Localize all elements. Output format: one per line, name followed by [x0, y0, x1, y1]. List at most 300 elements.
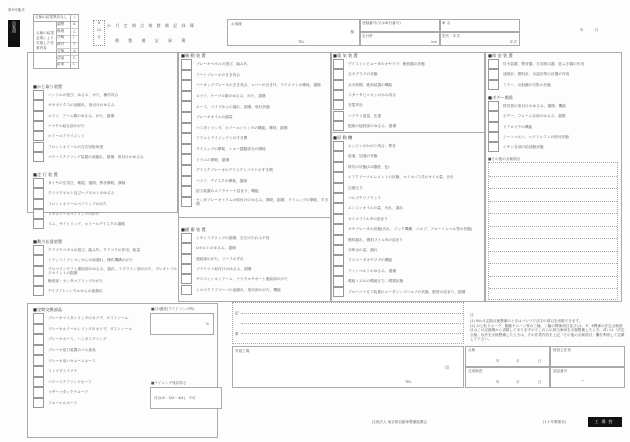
item-label: 連結部のがた、リーフのずれ [196, 256, 244, 261]
item-label: オイルフイルタの詰まり [348, 216, 388, 221]
item-label: ブレーキホース、ハンガスプリング [48, 337, 107, 342]
shop-seal: 印 [445, 365, 449, 370]
electrical-item [333, 100, 483, 110]
check-box[interactable] [33, 345, 44, 356]
running-item [33, 178, 178, 188]
check-box[interactable] [488, 122, 499, 132]
brake-item [181, 197, 329, 208]
check-box[interactable] [33, 398, 44, 409]
chief-label: 検査主任者 [553, 348, 571, 352]
item-label: パツド、デイスクの摩耗、損傷 [196, 178, 247, 183]
parts-item [33, 355, 153, 366]
check-box[interactable] [333, 172, 344, 182]
co-title: ■CO濃度(アイドリング時) [151, 307, 195, 311]
check-box[interactable] [181, 123, 192, 134]
cert-field[interactable] [550, 367, 625, 388]
steering-title: ■かじ取り装置 [33, 84, 63, 89]
check-box[interactable] [333, 287, 344, 297]
item-label: リザーバタンクチユーブ [48, 390, 88, 395]
cert-label: 認証番号 [553, 369, 568, 373]
car-name-label: 車 名 [442, 21, 451, 25]
engine-title: ■原 動 機 [333, 135, 353, 140]
item-label: ラジエータキヤツプの機能 [348, 258, 393, 263]
body-title: ■ボデー関係 [488, 95, 513, 100]
check-box[interactable] [181, 176, 192, 187]
item-label: 排気管の取付けのゆるみ、損傷、機能 [503, 104, 566, 109]
check-box[interactable] [181, 101, 192, 112]
suspension-title: ■緩 衝 装 置 [181, 227, 206, 232]
check-box[interactable] [333, 90, 344, 100]
item-label: ブレーキ倍力装置のゴム部品 [48, 347, 96, 352]
engine-item [333, 235, 483, 245]
check-box[interactable] [181, 254, 192, 264]
item-label: Uボルトのゆるみ、損傷 [196, 246, 236, 251]
check-box[interactable] [33, 377, 44, 388]
check-box[interactable] [333, 255, 344, 265]
comp-year: 年 [496, 380, 500, 384]
item-label: ホイールアライメント [48, 134, 85, 139]
safety-title: ■保 安 装 置 [488, 53, 513, 58]
reg-number-field[interactable] [360, 19, 440, 32]
customer-tel: TEL [298, 40, 305, 44]
parts-item [33, 387, 153, 398]
check-box[interactable] [488, 80, 499, 90]
item-label: 点火プラグの状態 [348, 72, 378, 77]
running-item [33, 219, 178, 229]
item-label: ロツド、アーム類のゆるみ、がた、損傷 [48, 113, 115, 118]
item-label: エンジンオイルの量、汚れ、漏れ [348, 206, 404, 211]
shop-field[interactable] [232, 346, 464, 388]
check-box[interactable] [181, 144, 192, 155]
item-label: シヤシスプリングの損傷、左右のたわみ不同 [196, 236, 270, 241]
co-unit: % [205, 322, 209, 326]
item-label: ホース、パイプからの漏れ、損傷、取付状態 [196, 104, 270, 109]
item-label: トランスミツシヨンからの油漏れ、操作機構のがた [48, 258, 133, 263]
check-box[interactable] [333, 111, 344, 121]
check-box[interactable] [33, 131, 44, 141]
legend-item-label: 調整 [57, 22, 65, 26]
remarks-area[interactable] [232, 302, 464, 344]
check-box[interactable] [181, 59, 192, 70]
item-label: フロントホイールの左右回転角度 [48, 144, 104, 149]
inspection-date-field[interactable] [465, 346, 550, 367]
brake-item [181, 59, 329, 70]
item-label: ブラケツト取付けのゆるみ、損傷 [196, 266, 252, 271]
lining-value: 可(2/4・3/4・4/4)、不可 [154, 396, 196, 400]
check-box[interactable] [333, 193, 344, 203]
running-item [33, 188, 178, 198]
footer-retention: (1ケ年間保存) [543, 420, 567, 424]
check-box[interactable] [33, 266, 44, 276]
check-box[interactable] [333, 69, 344, 79]
item-label: クリツプボルト及びハブボルトのゆるみ [48, 191, 115, 196]
other-items-area[interactable] [488, 162, 618, 300]
factory-copy-badge: 工場控 [588, 417, 622, 427]
check-box[interactable] [488, 101, 499, 111]
model-label: 型式・年式 [442, 34, 460, 38]
lining-field[interactable] [150, 387, 222, 409]
legend-item-label: 給油 [57, 62, 65, 67]
item-label: ブレーキオイルの漏量 [196, 115, 233, 120]
electrical-item [333, 121, 483, 131]
jikayo-badge [8, 20, 20, 47]
item-label: シヤシ各部の給油脂状態 [503, 145, 544, 150]
check-box[interactable] [488, 142, 499, 152]
notes-title: 注 [470, 313, 474, 317]
electrical-item [333, 90, 483, 100]
item-label: ブレーキ用バキユームホース [48, 358, 96, 363]
check-box[interactable] [33, 313, 44, 324]
item-label: ブレーキペダルの遊び、踏み代 [196, 62, 248, 67]
item-label: エアクリーナエレメントの状態、オイルバス式のオイル量、汚れ [348, 175, 454, 180]
power-item [33, 245, 178, 255]
suspension-item [181, 233, 329, 243]
steering-item [33, 100, 178, 110]
check-box[interactable] [333, 224, 344, 234]
shop-label: 実施工場 [235, 349, 250, 353]
brake-item [181, 186, 329, 197]
record-date: 年 月 [580, 28, 599, 32]
item-label: パーキングブレーキのきき具合、レバーの引き代、ラチエツトの摩耗、損傷 [196, 83, 321, 88]
legend-item-label: 修理 [57, 28, 65, 33]
check-box[interactable] [33, 366, 44, 377]
item-label: デイフアレンシヤルからの油漏れ [48, 289, 103, 294]
item-label: スタータピニオンのかみ具合 [348, 92, 396, 97]
engine-item [333, 162, 483, 172]
legend-item-label: 清掃 [57, 55, 65, 60]
item-label: エンジンのかかり具合、異音 [348, 144, 396, 149]
item-label: タイヤの空気圧、亀裂、損傷、異状摩耗、溝柚 [48, 181, 126, 186]
running-item [33, 209, 178, 219]
brake-item [181, 133, 329, 144]
legend-item-label: 交換 [57, 48, 65, 53]
check-box[interactable] [33, 199, 44, 209]
check-box[interactable] [181, 133, 192, 144]
check-box[interactable] [181, 243, 192, 253]
item-label: 速度計、燃料計、水温計等の計器の作用 [503, 72, 570, 77]
check-box[interactable] [488, 132, 499, 142]
period-box [93, 20, 105, 46]
item-label: フートブレーキのきき具合 [196, 72, 240, 77]
check-box[interactable] [333, 59, 344, 69]
check-box[interactable] [33, 152, 44, 162]
car-name-field[interactable] [440, 19, 520, 32]
brake-item [181, 154, 329, 165]
check-box[interactable] [33, 387, 44, 398]
insp-year: 年 [496, 359, 500, 363]
check-box[interactable] [33, 334, 44, 345]
check-box[interactable] [33, 90, 44, 100]
body-item [488, 101, 620, 111]
mileage-field[interactable] [360, 32, 440, 46]
check-box[interactable] [333, 151, 344, 161]
check-box[interactable] [333, 245, 344, 255]
item-label: 燃料漏れ、燃料フイルタの詰まり [348, 237, 404, 242]
safety-item [488, 80, 620, 90]
brake-item [181, 123, 329, 134]
legend-title-mark: レ [73, 15, 77, 19]
steering-item [33, 121, 178, 131]
steering-item [33, 152, 178, 162]
brake-item [181, 101, 329, 112]
power-title: ■動力伝達装置 [33, 239, 63, 244]
item-label: キヤブレータの状態(汚れ、リンク機構、バルブ、フロートレベル等の状態) [348, 227, 473, 232]
check-box[interactable] [181, 112, 192, 123]
legend-item-mark: L [73, 62, 76, 67]
check-box[interactable] [333, 276, 344, 286]
engine-item [333, 245, 483, 255]
item-label: バルブクリアランス [348, 196, 381, 201]
check-box[interactable] [33, 276, 44, 286]
check-box[interactable] [33, 324, 44, 335]
model-unit: 年式 [509, 40, 517, 44]
customer-suffix: 様 [350, 30, 354, 34]
check-box[interactable] [33, 111, 44, 121]
item-label: ファンベルトのゆるみ、損傷 [348, 268, 397, 273]
brake-item [181, 144, 329, 155]
safety-item [488, 59, 620, 69]
customer-field[interactable] [227, 19, 360, 46]
engine-item [333, 172, 483, 182]
check-box[interactable] [33, 209, 44, 219]
item-label: 倍力装置のエアクリーナ詰まり、機能 [196, 189, 259, 194]
item-label: ミラー、反射鏡の写影の状態 [503, 82, 551, 87]
check-box[interactable] [181, 154, 192, 165]
check-box[interactable] [33, 178, 44, 188]
item-label: バツテリ液量、比重 [348, 113, 382, 118]
body-item [488, 132, 620, 142]
check-box[interactable] [333, 80, 344, 90]
lining-title: ■ライニング残存厚さ [151, 381, 187, 385]
mileage-unit: km [431, 40, 437, 44]
steering-item [33, 142, 178, 152]
engine-item [333, 193, 483, 203]
engine-item [333, 203, 483, 213]
legend-title: 点検の結果異状なし [35, 15, 68, 19]
power-item [33, 286, 178, 296]
engine-item [333, 183, 483, 193]
item-label: センタブレーキドラムの取付けのゆるみ、摩耗、損傷、ライニングの摩耗、すき間 [196, 197, 329, 207]
steering-item [33, 131, 178, 141]
running-title: ■走 行 装 置 [33, 172, 58, 177]
check-box[interactable] [33, 188, 44, 198]
engine-item [333, 214, 483, 224]
check-box[interactable] [181, 233, 192, 243]
item-label: クラツチペダルの遊び、踏み代、クラツチの作用、政量 [48, 248, 141, 253]
brake-item [181, 112, 329, 123]
electrical-item [333, 59, 483, 69]
suspension-item [181, 264, 329, 274]
item-label: シヨツクアブソーバの油漏れ、取付部のがた、機能 [196, 287, 281, 292]
shop-tel: TEL [405, 380, 412, 384]
model-year-field[interactable] [440, 32, 520, 46]
legend-item-mark: \ [73, 35, 75, 40]
parts-item [33, 324, 153, 335]
check-box[interactable] [333, 183, 344, 193]
insp-day: 日 [538, 359, 542, 363]
footer-org: 社団法人 東京都自動車整備振興会 [372, 420, 428, 424]
parts-item [33, 377, 153, 388]
check-box[interactable] [333, 121, 344, 131]
legend-item-mark: C [73, 55, 76, 60]
item-label: 点火時期、進角装置の機能 [348, 82, 393, 87]
customer-label: お客様 [231, 22, 242, 26]
item-label: ストツプスイツチ [48, 369, 78, 374]
check-box[interactable] [488, 111, 499, 121]
comp-month: 月 [516, 380, 520, 384]
item-label: サスペンシヨンアーム、ナツクルサポート連結部のがた [196, 277, 288, 282]
item-label: リヤホイールベアリングのがた [48, 211, 100, 216]
power-item [33, 276, 178, 286]
check-box[interactable] [33, 100, 44, 110]
suspension-item [181, 274, 329, 284]
parts-item [33, 345, 153, 356]
check-box[interactable] [333, 266, 344, 276]
note-2: (2) かじ取りホーク、駆動チエーン等の三輪、二輪の関係項目並びにL、P、6関係の法定点検項目はこの記録簿から省略してありますのでこれらの該当車両を点検整備したとき、或いは「法定点検」以外を点検整備したときは、その作業内容を上記「その他の点検項目」欄を利用して記載して下さい。 [470, 323, 625, 342]
chief-field[interactable] [550, 346, 625, 367]
body-item [488, 122, 620, 132]
check-box[interactable] [333, 214, 344, 224]
remarks-label-bottom: 事 [235, 332, 239, 336]
item-label: ギヤボツクスの油漏れ、取付けのゆるみ [48, 103, 115, 108]
check-box[interactable] [181, 285, 192, 295]
legend-side-label: 点検の結果必要により実施した作業内容 [36, 31, 54, 50]
item-label: ブレーキマスタシリンダのカツプ、ダストシール [48, 316, 129, 321]
check-box[interactable] [333, 235, 344, 245]
item-label: ロツド、ケーブル類のゆるみ、がた、損傷 [196, 93, 266, 98]
check-box[interactable] [181, 165, 192, 176]
item-label: 排気の状態(CO濃度、色) [348, 164, 390, 169]
item-label: シートベルト、ヘツドレストの取付状態 [503, 134, 569, 139]
inspection-date-label: 点検 [468, 348, 476, 352]
item-label: 噴射ノズルの噴射圧力、噴霧状態 [348, 279, 404, 284]
check-box[interactable] [333, 162, 344, 172]
running-item [33, 199, 178, 209]
item-label: ドラムとライニングとのすき間 [196, 136, 248, 141]
check-box[interactable] [333, 141, 344, 151]
check-box[interactable] [488, 59, 499, 69]
item-label: ブレーキホイールシリンダのカツプ、ダストシール [48, 326, 132, 331]
note-1: (1) 6か月定期点検整備のときはゴジツク活字の項目を省略できます。 [470, 319, 583, 323]
suspension-item [181, 285, 329, 295]
legend-item-label: 締付 [57, 42, 65, 47]
item-label: パワーステアリング装置の油漏れ、損傷、取付けのゆるみ [48, 154, 144, 159]
check-box[interactable] [181, 197, 192, 208]
engine-item [333, 151, 483, 161]
check-box[interactable] [181, 274, 192, 284]
brake-item [181, 70, 329, 81]
check-box[interactable] [488, 69, 499, 79]
electrical-item [333, 80, 483, 90]
brake-item [181, 80, 329, 91]
parts-item [33, 398, 153, 409]
other-items-title: ■その他の点検項目 [488, 157, 521, 161]
check-box[interactable] [181, 91, 192, 102]
power-item [33, 255, 178, 265]
item-label: 配線の接続部のゆるみ、損傷 [348, 123, 397, 128]
check-box[interactable] [33, 219, 44, 229]
item-label: フユーエルホース [48, 400, 78, 405]
title-line1: か 月 定 期 点 検 整 備 記 録 簿 [107, 23, 196, 28]
engine-item [333, 224, 483, 234]
check-box[interactable] [181, 80, 192, 91]
suspension-item [181, 254, 329, 264]
item-label: 軸受部・センタベアリングのがた [48, 278, 103, 283]
check-box[interactable] [33, 245, 44, 255]
item-label: ドアロツクの機能 [503, 124, 533, 129]
item-label: 灯火装置、警音器、方向指示器、窓ふき器の作用 [503, 62, 585, 67]
check-box[interactable] [33, 142, 44, 152]
item-label: 充電作用 [348, 103, 363, 108]
item-label: デイストリビユータのキヤツプ、断続器の状態 [348, 62, 425, 67]
check-box[interactable] [33, 121, 44, 131]
brake-item [181, 165, 329, 176]
engine-item [333, 141, 483, 151]
insp-month: 月 [516, 359, 520, 363]
item-label: フロントホイールベアリングのがた [48, 201, 107, 206]
item-label: マスタシリンダ、ホイールシリンダの機能、摩耗、損傷 [196, 125, 288, 130]
legend-item-mark: × [73, 48, 77, 53]
mileage-label: 走行粁 [362, 34, 373, 38]
parts-title: ■定期交換部品 [33, 307, 63, 312]
engine-item [333, 287, 483, 297]
reg-label: 登録番号(又は車台番号) [362, 21, 401, 25]
check-box[interactable] [181, 186, 192, 197]
comp-day: 日 [538, 380, 542, 384]
check-box[interactable] [333, 203, 344, 213]
brake-item [181, 91, 329, 102]
power-item [33, 266, 178, 276]
body-item [488, 142, 620, 152]
electrical-item [333, 69, 483, 79]
completed-field[interactable] [465, 367, 550, 388]
check-box[interactable] [181, 70, 192, 81]
item-label: ナツクル結合部のがた [48, 123, 85, 128]
check-box[interactable] [333, 100, 344, 110]
engine-item [333, 255, 483, 265]
cert-dash: — [581, 378, 585, 382]
period-b: 12 [96, 28, 102, 32]
completed-label: 完成検査 [468, 369, 483, 373]
suspension-item [181, 243, 329, 253]
check-box[interactable] [181, 264, 192, 274]
item-label: パワーステアリングホース [48, 379, 92, 384]
parts-item [33, 313, 153, 324]
item-label: リム、サイドリング、ホイールデイスクの損傷 [48, 222, 125, 227]
item-label: ハンドルの遊び、ゆるみ、がた、操作具合 [48, 93, 119, 98]
item-label: ライニングの摩耗、シユー摺動部分の摩耗 [196, 146, 266, 151]
check-box[interactable] [33, 286, 44, 296]
period-c: 分 [97, 35, 101, 39]
legend-item-mark: A [73, 22, 76, 26]
safety-item [488, 69, 620, 79]
engine-item [333, 276, 483, 286]
co-field[interactable] [150, 313, 214, 335]
check-box[interactable] [33, 255, 44, 265]
item-label: デイスクブレーキのデイスクとパツドのすき間 [196, 168, 273, 173]
check-box[interactable] [33, 355, 44, 366]
form-number: 第5号様式 [8, 8, 25, 12]
engine-item [333, 266, 483, 276]
legend-item-label: 分解 [57, 35, 65, 40]
item-label: ドラムの摩耗、損傷 [196, 157, 230, 162]
body-item [488, 111, 620, 121]
steering-item [33, 111, 178, 121]
item-label: プロペラシヤフト連結部のゆるみ、損れ、スプライン部のがた、プレキシブルジヨイントの損傷 [48, 266, 178, 275]
legend-item-mark: △ [73, 28, 76, 33]
brake-item [181, 176, 329, 187]
remarks-label-top: 記 [235, 311, 239, 315]
